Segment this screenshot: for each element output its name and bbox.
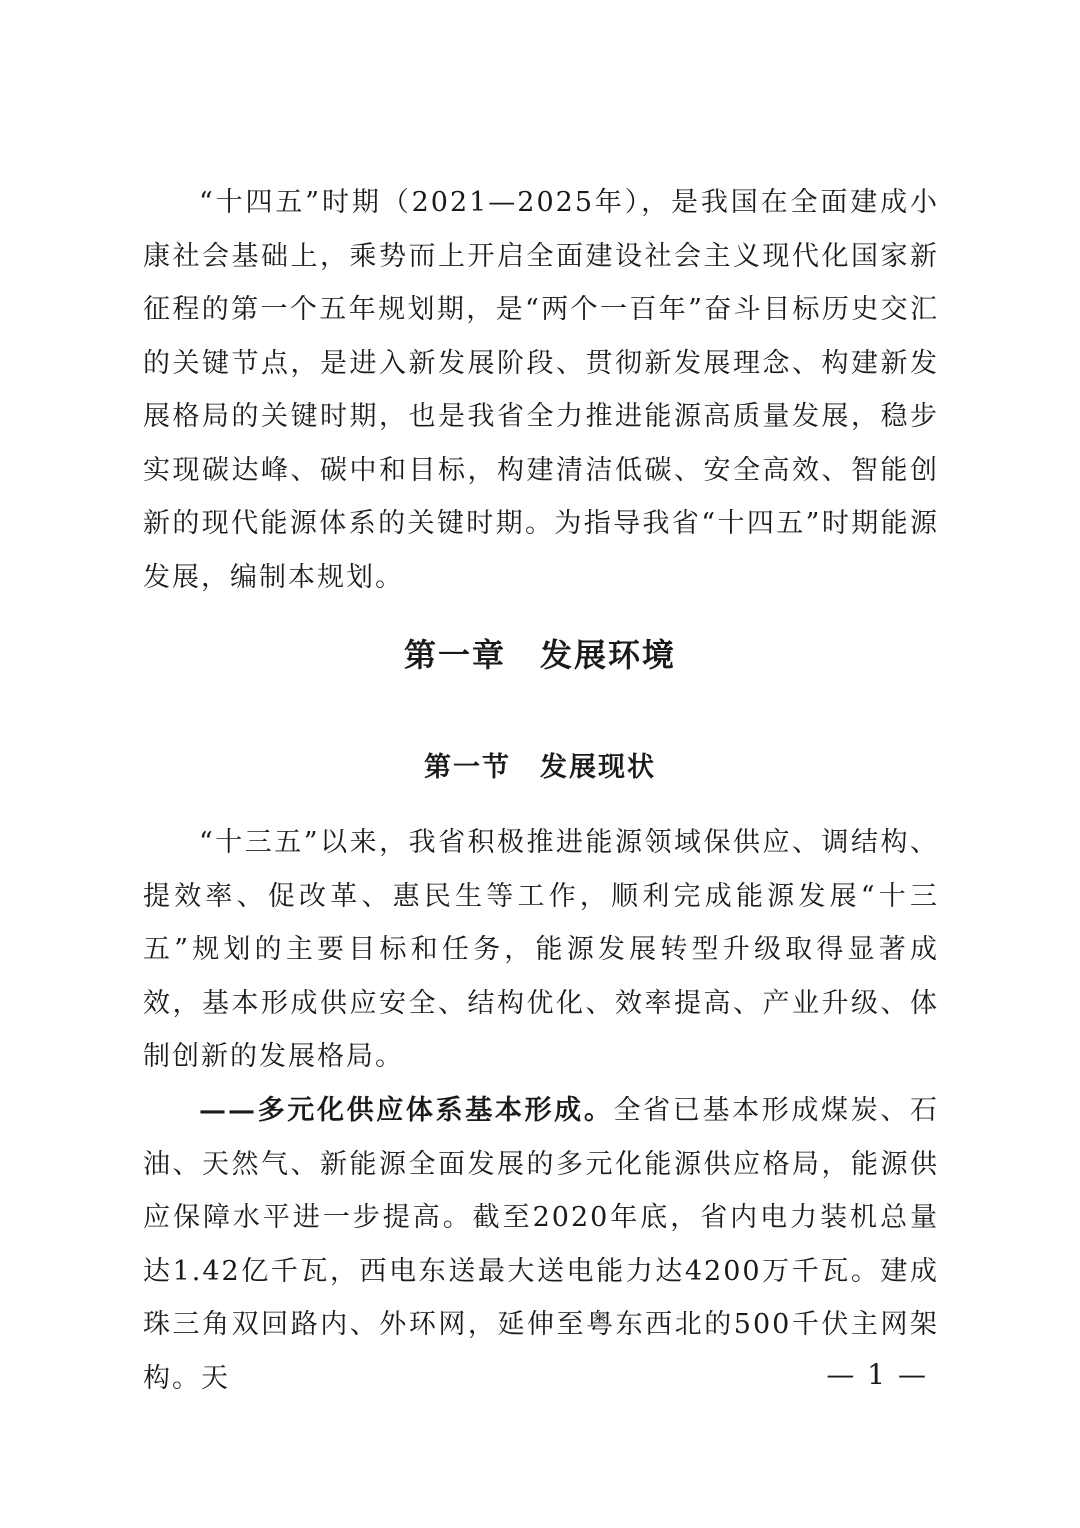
supply-lead-heading: ——多元化供应体系基本形成。 — [199, 1095, 614, 1126]
supply-paragraph — [143, 1084, 939, 1405]
page-number: — 1 — — [826, 1358, 928, 1391]
supply-body-text: 全省已基本形成煤炭、石油、天然气、新能源全面发展的多元化能源供应格局，能源供应保障水平进一步提高。截至2020年底，省内电力装机总量达1.42亿千瓦，西电东送最大送电能力达4200万千瓦。建成珠三角双回路内、外环网，延伸至粤东西北的500千伏主网架构。天 — [143, 1095, 940, 1394]
intro-paragraph: “十四五”时期（2021—2025年），是我国在全面建成小康社会基础上，乘势而上开启全面建设社会主义现代化国家新征程的第一个五年规划期，是“两个一百年”奋斗目标历史交汇的关键节点，是进入新发展阶段、贯彻新发展理念、构建新发展格局的关键时期，也是我省全力推进能源高质量发展，稳步实现碳达峰、碳中和目标，构建清洁低碳、安全高效、智能创新的现代能源体系的关键时期。为指导我省“十四五”时期能源发展，编制本规划。 — [143, 187, 939, 593]
section-title: 第一节 发展现状 — [424, 752, 656, 783]
chapter-title: 第一章 发展环境 — [403, 636, 676, 674]
status-paragraph: “十三五”以来，我省积极推进能源领域保供应、调结构、提效率、促改革、惠民生等工作，顺利完成能源发展“十三五”规划的主要目标和任务，能源发展转型升级取得显著成效，基本形成供应安全、结构优化、效率提高、产业升级、体制创新的发展格局。 — [143, 827, 939, 1072]
